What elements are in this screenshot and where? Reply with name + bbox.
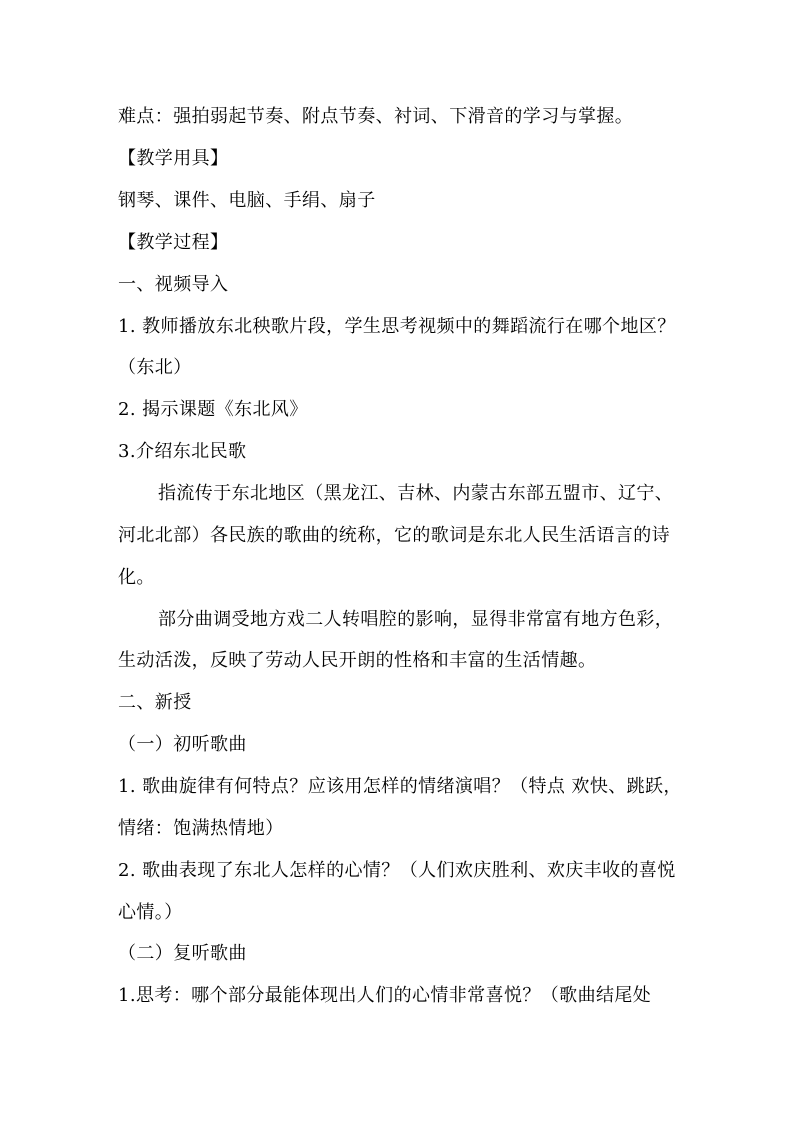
paragraph-2-line-2: 生动活泼，反映了劳动人民开朗的性格和丰富的生活情趣。	[118, 650, 597, 671]
step-1-answer: （东北）	[118, 357, 192, 378]
paragraph-2-line-1: 部分曲调受地方戏二人转唱腔的影响，显得非常富有地方色彩，	[158, 609, 674, 630]
paragraph-1-line-1: 指流传于东北地区（黑龙江、吉林、内蒙古东部五盟市、辽宁、	[158, 483, 674, 504]
subsection-second-listen: （二）复听歌曲	[118, 943, 247, 964]
question-2-line-2: 心情。）	[118, 902, 183, 923]
section-heading-teaching-process: 【教学过程】	[118, 232, 229, 253]
paragraph-1-line-3: 化。	[118, 567, 155, 588]
step-1-line: 1. 教师播放东北秧歌片段，学生思考视频中的舞蹈流行在哪个地区？	[118, 316, 676, 337]
part-one-heading: 一、视频导入	[118, 274, 229, 295]
subsection-first-listen: （一）初听歌曲	[118, 734, 247, 755]
part-two-heading: 二、新授	[118, 692, 192, 713]
section-heading-teaching-tools: 【教学用具】	[118, 148, 229, 169]
step-2-line: 2. 揭示课题《东北风》	[118, 399, 308, 420]
paragraph-1-line-2: 河北北部）各民族的歌曲的统称，它的歌词是东北人民生活语言的诗	[118, 525, 670, 546]
teaching-tools-list: 钢琴、课件、电脑、手绢、扇子	[118, 190, 376, 211]
question-2-line-1: 2. 歌曲表现了东北人怎样的心情？（人们欢庆胜利、欢庆丰收的喜悦	[118, 860, 676, 881]
question-3-line-1: 1.思考：哪个部分最能体现出人们的心情非常喜悦？（歌曲结尾处	[118, 985, 652, 1006]
question-1-line-2: 情绪：饱满热情地）	[118, 818, 284, 839]
difficulty-line: 难点：强拍弱起节奏、附点节奏、衬词、下滑音的学习与掌握。	[118, 106, 634, 127]
question-1-line-1: 1. 歌曲旋律有何特点？应该用怎样的情绪演唱？（特点 欢快、跳跃，	[118, 776, 682, 797]
step-3-line: 3.介绍东北民歌	[118, 441, 247, 462]
